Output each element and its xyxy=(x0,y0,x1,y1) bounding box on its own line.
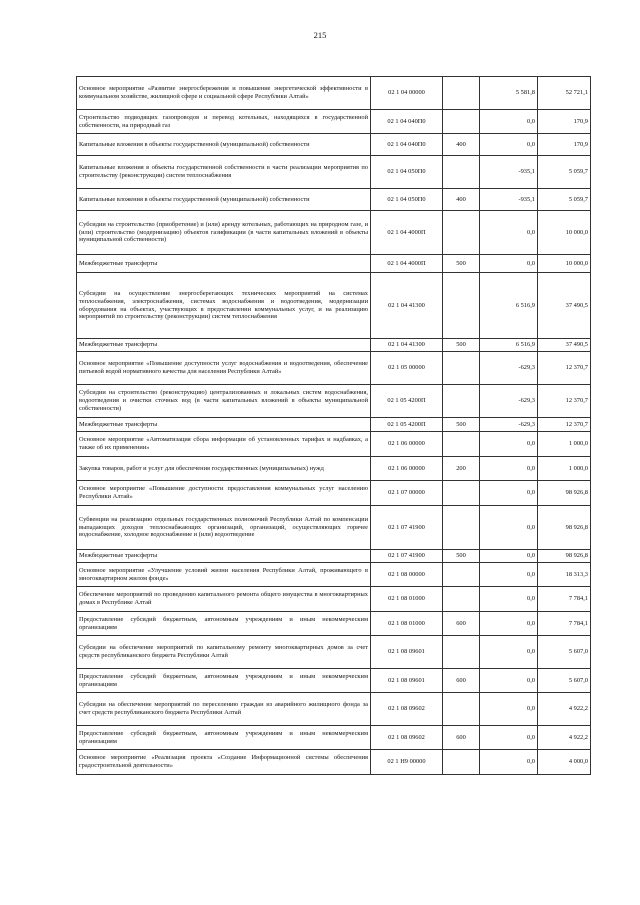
row-name-cell: Межбюджетные трансферты xyxy=(77,550,371,563)
row-name-cell: Межбюджетные трансферты xyxy=(77,255,371,273)
row-code-cell: 02 1 08 09602 xyxy=(371,726,443,750)
table-row xyxy=(77,587,591,612)
row-type-cell xyxy=(443,506,480,550)
row-change-cell: 0,0 xyxy=(480,750,538,775)
table-row xyxy=(77,255,591,273)
row-total-cell: 5 059,7 xyxy=(538,156,591,189)
row-total-cell: 4 922,2 xyxy=(538,726,591,750)
row-type-cell: 600 xyxy=(443,612,480,636)
row-code-cell: 02 1 08 01000 xyxy=(371,587,443,612)
row-type-cell xyxy=(443,273,480,339)
table-row xyxy=(77,273,591,339)
row-name-cell: Строительство подводящих газопроводов и перевод котельных, находящихся в государственной собственности, на природный газ xyxy=(77,110,371,134)
table-row xyxy=(77,134,591,156)
row-code-cell: 02 1 04 41300 xyxy=(371,339,443,352)
row-type-cell xyxy=(443,385,480,418)
row-total-cell: 52 721,1 xyxy=(538,77,591,110)
row-change-cell: 0,0 xyxy=(480,587,538,612)
row-name-cell: Субсидии на обеспечение мероприятий по капитальному ремонту многоквартирных домов за счет средств республиканского бюджета Республики Алтай xyxy=(77,636,371,669)
row-code-cell: 02 1 08 01000 xyxy=(371,612,443,636)
table-row xyxy=(77,385,591,418)
row-name-cell: Субсидии на обеспечение мероприятий по переселению граждан из аварийного жилищного фонда за счет средств республиканского бюджета Республики Алтай xyxy=(77,693,371,726)
row-change-cell: 6 516,9 xyxy=(480,273,538,339)
row-type-cell xyxy=(443,352,480,385)
row-total-cell: 12 370,7 xyxy=(538,385,591,418)
row-type-cell: 200 xyxy=(443,457,480,481)
row-type-cell xyxy=(443,693,480,726)
row-change-cell: 0,0 xyxy=(480,134,538,156)
table-row xyxy=(77,418,591,432)
row-name-cell: Предоставление субсидий бюджетным, автономным учреждениям и иным некоммерческим организациям xyxy=(77,726,371,750)
row-total-cell: 1 000,0 xyxy=(538,457,591,481)
row-type-cell xyxy=(443,563,480,587)
table-row xyxy=(77,352,591,385)
row-change-cell: 0,0 xyxy=(480,726,538,750)
row-type-cell: 400 xyxy=(443,189,480,211)
row-name-cell: Субсидии на осуществление энергосберегающих технических мероприятий на системах теплоснабжения, электроснабжения, системах водоснабжения и водоотведения, модернизации оборудования на объектах, участвующих в предоставлении коммунальных услуг, и на реализацию мероприятий по строительству (реконструкции) систем теплоснабжения xyxy=(77,273,371,339)
row-name-cell: Капитальные вложения в объекты государственной (муниципальной) собственности xyxy=(77,134,371,156)
row-type-cell xyxy=(443,110,480,134)
row-type-cell: 500 xyxy=(443,255,480,273)
row-type-cell xyxy=(443,211,480,255)
row-total-cell: 1 000,0 xyxy=(538,432,591,457)
table-row xyxy=(77,432,591,457)
row-code-cell: 02 1 04 040П0 xyxy=(371,134,443,156)
budget-table-body xyxy=(77,77,591,775)
row-type-cell: 500 xyxy=(443,418,480,432)
row-type-cell xyxy=(443,481,480,506)
row-change-cell: 0,0 xyxy=(480,669,538,693)
row-code-cell: 02 1 07 00000 xyxy=(371,481,443,506)
table-row xyxy=(77,156,591,189)
row-total-cell: 12 370,7 xyxy=(538,352,591,385)
row-total-cell: 18 313,3 xyxy=(538,563,591,587)
row-type-cell xyxy=(443,750,480,775)
row-name-cell: Предоставление субсидий бюджетным, автономным учреждениям и иным некоммерческим организациям xyxy=(77,612,371,636)
row-change-cell: -629,3 xyxy=(480,385,538,418)
table-row xyxy=(77,669,591,693)
row-total-cell: 98 926,8 xyxy=(538,506,591,550)
table-row xyxy=(77,211,591,255)
row-total-cell: 37 490,5 xyxy=(538,339,591,352)
table-row xyxy=(77,339,591,352)
table-row xyxy=(77,110,591,134)
table-row xyxy=(77,636,591,669)
row-total-cell: 98 926,8 xyxy=(538,481,591,506)
table-row xyxy=(77,481,591,506)
row-type-cell: 500 xyxy=(443,339,480,352)
row-change-cell: 0,0 xyxy=(480,693,538,726)
row-type-cell xyxy=(443,587,480,612)
row-name-cell: Межбюджетные трансферты xyxy=(77,339,371,352)
row-type-cell: 600 xyxy=(443,669,480,693)
row-change-cell: -935,1 xyxy=(480,189,538,211)
row-total-cell: 5 607,0 xyxy=(538,636,591,669)
row-change-cell: -935,1 xyxy=(480,156,538,189)
table-row xyxy=(77,550,591,563)
row-code-cell: 02 1 06 00000 xyxy=(371,457,443,481)
row-name-cell: Капитальные вложения в объекты государственной собственности в части реализации мероприятия по строительству (реконструкции) систем теплоснабжения xyxy=(77,156,371,189)
row-code-cell: 02 1 04 00000 xyxy=(371,77,443,110)
row-name-cell: Основное мероприятие «Улучшение условий жизни населения Республики Алтай, проживающего в многоквартирном жилом фонде» xyxy=(77,563,371,587)
row-change-cell: 0,0 xyxy=(480,550,538,563)
row-type-cell xyxy=(443,432,480,457)
row-total-cell: 7 784,1 xyxy=(538,587,591,612)
page-number: 215 xyxy=(313,30,327,40)
row-code-cell: 02 1 08 00000 xyxy=(371,563,443,587)
row-name-cell: Основное мероприятие «Повышение доступности предоставления коммунальных услуг населению Республики Алтай» xyxy=(77,481,371,506)
row-code-cell: 02 1 04 050П0 xyxy=(371,156,443,189)
row-total-cell: 170,9 xyxy=(538,110,591,134)
table-row xyxy=(77,457,591,481)
row-total-cell: 7 784,1 xyxy=(538,612,591,636)
row-code-cell: 02 1 04 4000П xyxy=(371,211,443,255)
row-change-cell: 0,0 xyxy=(480,506,538,550)
row-code-cell: 02 1 07 41900 xyxy=(371,506,443,550)
row-name-cell: Межбюджетные трансферты xyxy=(77,418,371,432)
row-change-cell: 0,0 xyxy=(480,211,538,255)
row-code-cell: 02 1 04 040П0 xyxy=(371,110,443,134)
row-total-cell: 5 607,0 xyxy=(538,669,591,693)
row-type-cell xyxy=(443,77,480,110)
row-code-cell: 02 1 04 050П0 xyxy=(371,189,443,211)
row-change-cell: 0,0 xyxy=(480,432,538,457)
row-name-cell: Субвенции на реализацию отдельных государственных полномочий Республики Алтай по компенсации выпадающих доходов теплоснабжающих организаций, организаций, осуществляющих горячее водоснабжение, холодное водоснабжение и (или) водоотведение xyxy=(77,506,371,550)
row-name-cell: Основное мероприятие «Повышение доступности услуг водоснабжения и водоотведения, обеспечение питьевой водой нормативного качества для населения Республики Алтай» xyxy=(77,352,371,385)
row-code-cell: 02 1 08 09602 xyxy=(371,693,443,726)
row-total-cell: 37 490,5 xyxy=(538,273,591,339)
table-row xyxy=(77,750,591,775)
row-type-cell: 500 xyxy=(443,550,480,563)
row-type-cell: 400 xyxy=(443,134,480,156)
row-name-cell: Субсидии на строительство (реконструкцию) централизованных и локальных систем водоснабжения, водоотведения и очистки сточных вод (в части капитальных вложений в объекты муниципальной собственности) xyxy=(77,385,371,418)
row-type-cell xyxy=(443,156,480,189)
table-row xyxy=(77,506,591,550)
row-change-cell: 0,0 xyxy=(480,457,538,481)
row-change-cell: 0,0 xyxy=(480,255,538,273)
row-code-cell: 02 1 04 41300 xyxy=(371,273,443,339)
row-name-cell: Капитальные вложения в объекты государственной (муниципальной) собственности xyxy=(77,189,371,211)
row-code-cell: 02 1 05 00000 xyxy=(371,352,443,385)
row-name-cell: Обеспечение мероприятий по проведению капитального ремонта общего имущества в многоквартирных домах в Республике Алтай xyxy=(77,587,371,612)
row-total-cell: 4 000,0 xyxy=(538,750,591,775)
row-total-cell: 5 059,7 xyxy=(538,189,591,211)
row-change-cell: -629,3 xyxy=(480,352,538,385)
row-change-cell: -629,3 xyxy=(480,418,538,432)
row-code-cell: 02 1 07 41900 xyxy=(371,550,443,563)
row-name-cell: Основное мероприятие «Автоматизация сбора информации об установленных тарифах и надбавках, а также об их применении» xyxy=(77,432,371,457)
row-code-cell: 02 1 08 09601 xyxy=(371,669,443,693)
budget-table xyxy=(76,76,591,775)
row-change-cell: 0,0 xyxy=(480,636,538,669)
table-row xyxy=(77,563,591,587)
table-row xyxy=(77,77,591,110)
row-name-cell: Основное мероприятие «Реализация проекта «Создание Информационной системы обеспечения градостроительной деятельности» xyxy=(77,750,371,775)
row-code-cell: 02 1 05 4200П xyxy=(371,418,443,432)
row-change-cell: 6 516,9 xyxy=(480,339,538,352)
row-name-cell: Основное мероприятие «Развитие энергосбережения и повышение энергетической эффективности в коммунальном хозяйстве, жилищной сфере и социальной сфере Республики Алтай» xyxy=(77,77,371,110)
row-type-cell xyxy=(443,636,480,669)
row-name-cell: Закупка товаров, работ и услуг для обеспечения государственных (муниципальных) нужд xyxy=(77,457,371,481)
row-code-cell: 02 1 08 09601 xyxy=(371,636,443,669)
row-total-cell: 4 922,2 xyxy=(538,693,591,726)
row-type-cell: 600 xyxy=(443,726,480,750)
table-row xyxy=(77,189,591,211)
row-total-cell: 98 926,8 xyxy=(538,550,591,563)
row-total-cell: 12 370,7 xyxy=(538,418,591,432)
row-code-cell: 02 1 06 00000 xyxy=(371,432,443,457)
row-change-cell: 5 581,8 xyxy=(480,77,538,110)
row-code-cell: 02 1 05 4200П xyxy=(371,385,443,418)
row-total-cell: 10 000,0 xyxy=(538,255,591,273)
row-name-cell: Предоставление субсидий бюджетным, автономным учреждениям и иным некоммерческим организациям xyxy=(77,669,371,693)
row-code-cell: 02 1 04 4000П xyxy=(371,255,443,273)
table-row xyxy=(77,612,591,636)
row-total-cell: 170,9 xyxy=(538,134,591,156)
table-row xyxy=(77,693,591,726)
row-change-cell: 0,0 xyxy=(480,563,538,587)
row-name-cell: Субсидии на строительство (приобретение) и (или) аренду котельных, работающих на природном газе, и (или) строительство (модернизацию) объектов газификации (в части капитальных вложений в объекты муниципальной собственности) xyxy=(77,211,371,255)
row-change-cell: 0,0 xyxy=(480,110,538,134)
row-change-cell: 0,0 xyxy=(480,612,538,636)
row-total-cell: 10 000,0 xyxy=(538,211,591,255)
table-row xyxy=(77,726,591,750)
row-code-cell: 02 1 Н9 00000 xyxy=(371,750,443,775)
row-change-cell: 0,0 xyxy=(480,481,538,506)
